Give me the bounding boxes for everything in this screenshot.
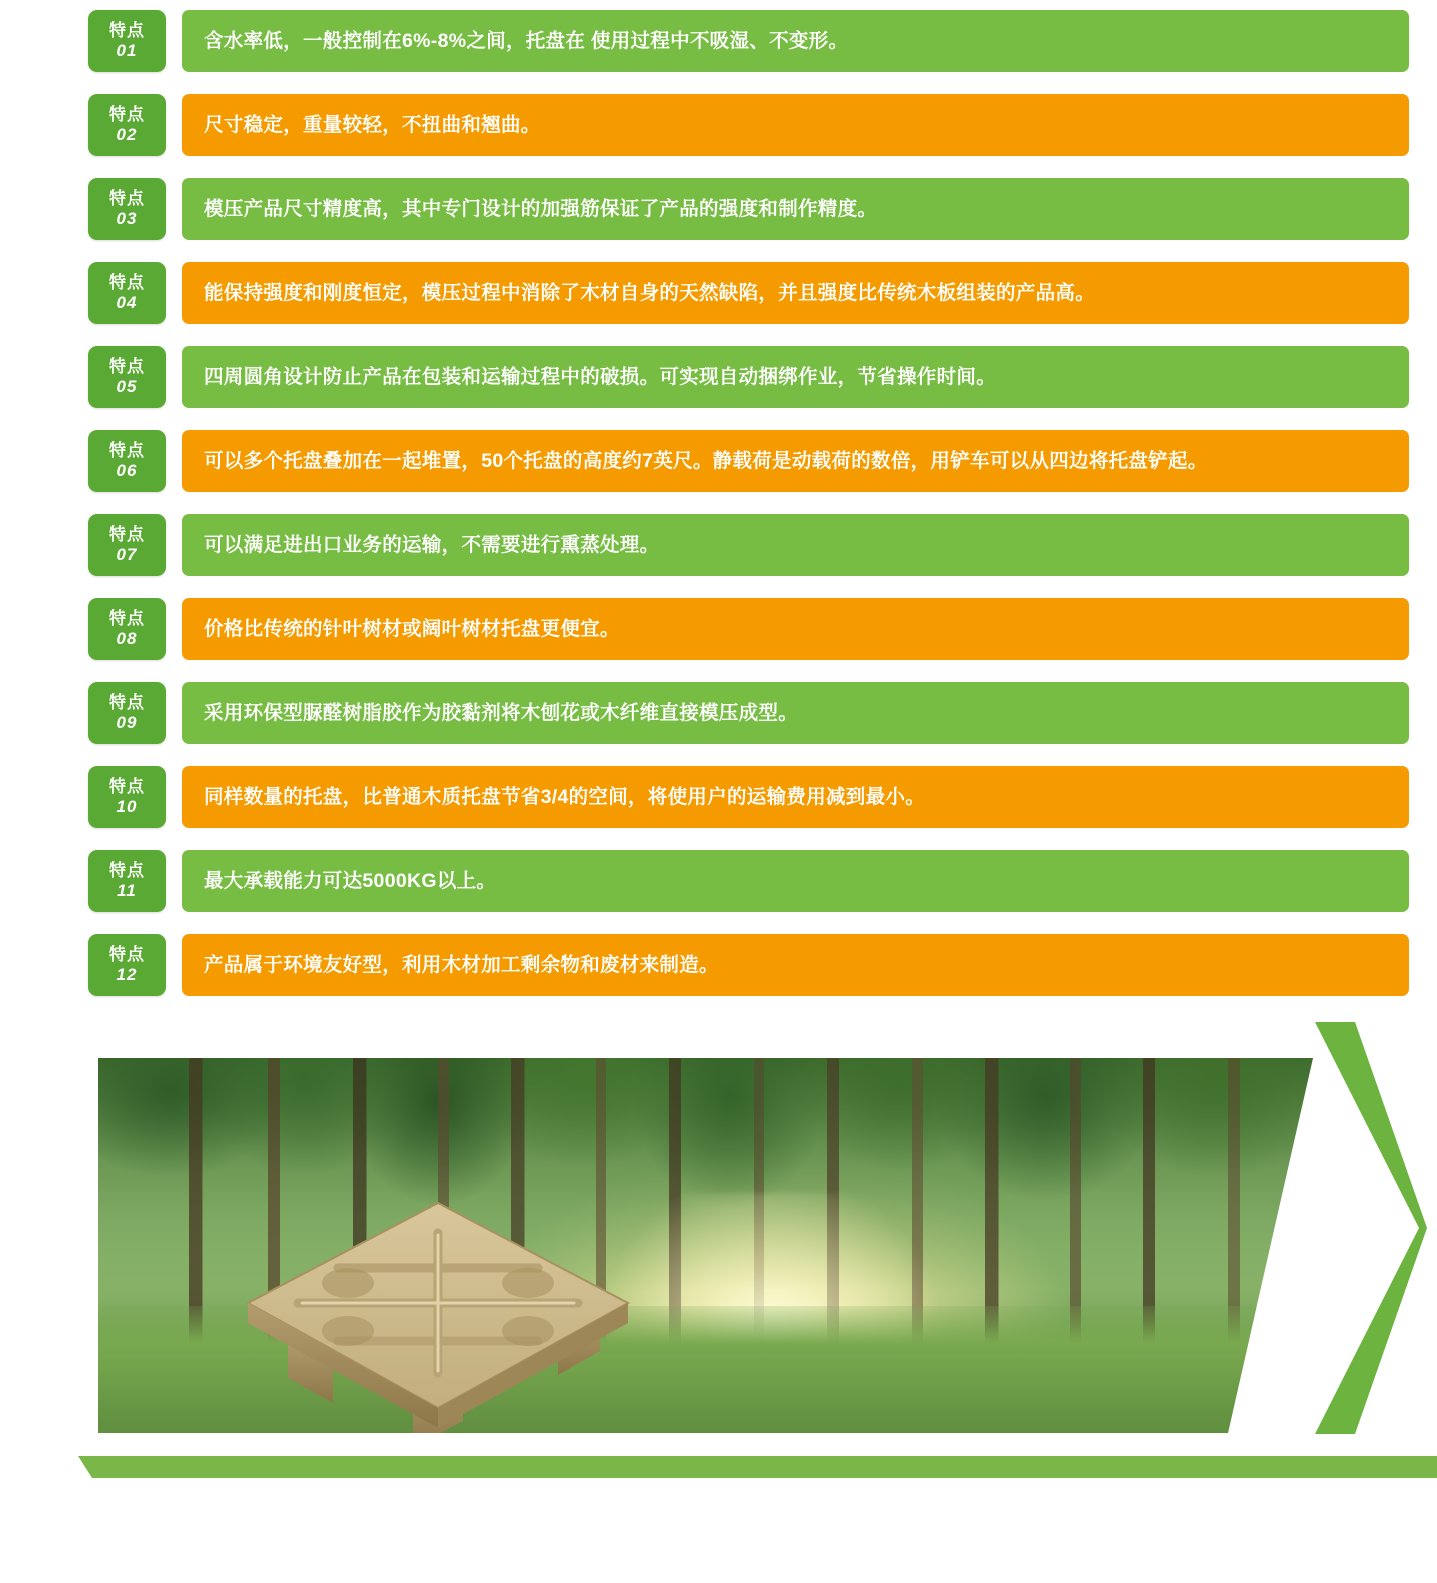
feature-text: 采用环保型脲醛树脂胶作为胶黏剂将木刨花或木纤维直接模压成型。 xyxy=(204,702,799,724)
feature-bar xyxy=(182,934,1409,996)
feature-text: 同样数量的托盘，比普通木质托盘节省3/4的空间，将使用户的运输费用减到最小。 xyxy=(204,786,926,808)
feature-badge-word: 特点 xyxy=(109,105,145,124)
feature-bar xyxy=(182,514,1409,576)
feature-row xyxy=(0,934,1437,996)
feature-badge-word: 特点 xyxy=(109,777,145,796)
feature-badge xyxy=(88,94,166,156)
feature-badge xyxy=(88,262,166,324)
feature-row xyxy=(0,514,1437,576)
feature-badge-word: 特点 xyxy=(109,441,145,460)
feature-text: 价格比传统的针叶树材或阔叶树材托盘更便宜。 xyxy=(204,618,620,640)
forest-photo xyxy=(98,1058,1313,1433)
feature-row xyxy=(0,346,1437,408)
feature-badge xyxy=(88,430,166,492)
feature-badge xyxy=(88,682,166,744)
feature-row xyxy=(0,178,1437,240)
feature-row xyxy=(0,262,1437,324)
feature-badge-number: 10 xyxy=(116,797,138,816)
feature-text: 尺寸稳定，重量较轻，不扭曲和翘曲。 xyxy=(204,114,541,136)
feature-badge-number: 07 xyxy=(116,545,138,564)
feature-badge-word: 特点 xyxy=(109,861,145,880)
feature-text: 四周圆角设计防止产品在包装和运输过程中的破损。可实现自动捆绑作业，节省操作时间。 xyxy=(204,366,997,388)
chevron-right-icon xyxy=(1309,1018,1429,1438)
feature-badge-word: 特点 xyxy=(109,357,145,376)
feature-badge xyxy=(88,934,166,996)
molded-pallet-image xyxy=(228,1163,648,1433)
feature-text: 产品属于环境友好型，利用木材加工剩余物和废材来制造。 xyxy=(204,954,719,976)
feature-badge-number: 03 xyxy=(116,209,138,228)
feature-row xyxy=(0,766,1437,828)
feature-text: 可以满足进出口业务的运输，不需要进行熏蒸处理。 xyxy=(204,534,660,556)
feature-text: 能保持强度和刚度恒定，模压过程中消除了木材自身的天然缺陷，并且强度比传统木板组装的产品高。 xyxy=(204,282,1096,304)
feature-badge-word: 特点 xyxy=(109,609,145,628)
feature-badge-word: 特点 xyxy=(109,273,145,292)
feature-bar xyxy=(182,94,1409,156)
feature-bar xyxy=(182,598,1409,660)
feature-bar xyxy=(182,10,1409,72)
feature-row xyxy=(0,430,1437,492)
feature-bar xyxy=(182,682,1409,744)
feature-badge xyxy=(88,850,166,912)
feature-badge-word: 特点 xyxy=(109,189,145,208)
bottom-illustration xyxy=(0,1018,1437,1478)
feature-bar xyxy=(182,346,1409,408)
feature-text: 可以多个托盘叠加在一起堆置，50个托盘的高度约7英尺。静载荷是动载荷的数倍，用铲车可以从四边将托盘铲起。 xyxy=(204,450,1208,472)
feature-badge-number: 09 xyxy=(116,713,138,732)
feature-badge-word: 特点 xyxy=(109,945,145,964)
feature-badge-number: 02 xyxy=(116,125,138,144)
feature-badge-number: 11 xyxy=(117,881,137,900)
feature-badge-number: 04 xyxy=(116,293,138,312)
feature-bar xyxy=(182,850,1409,912)
feature-badge xyxy=(88,10,166,72)
feature-text: 模压产品尺寸精度高，其中专门设计的加强筋保证了产品的强度和制作精度。 xyxy=(204,198,878,220)
feature-bar xyxy=(182,178,1409,240)
feature-badge-number: 06 xyxy=(116,461,138,480)
feature-badge-number: 08 xyxy=(116,629,138,648)
feature-badge-word: 特点 xyxy=(109,21,145,40)
feature-badge-word: 特点 xyxy=(109,525,145,544)
feature-text: 含水率低，一般控制在6%-8%之间，托盘在 使用过程中不吸湿、不变形。 xyxy=(204,30,849,52)
feature-badge-number: 05 xyxy=(116,377,138,396)
feature-badge-number: 12 xyxy=(116,965,138,984)
feature-bar xyxy=(182,430,1409,492)
feature-row xyxy=(0,94,1437,156)
feature-badge xyxy=(88,766,166,828)
feature-badge xyxy=(88,514,166,576)
feature-badge-number: 01 xyxy=(116,41,138,60)
feature-badge xyxy=(88,346,166,408)
bottom-accent-bar xyxy=(78,1456,1437,1478)
feature-row xyxy=(0,10,1437,72)
feature-badge xyxy=(88,178,166,240)
feature-bar xyxy=(182,262,1409,324)
feature-text: 最大承载能力可达5000KG以上。 xyxy=(204,870,497,892)
feature-row xyxy=(0,850,1437,912)
feature-row xyxy=(0,682,1437,744)
feature-bar xyxy=(182,766,1409,828)
feature-badge xyxy=(88,598,166,660)
feature-row xyxy=(0,598,1437,660)
feature-badge-word: 特点 xyxy=(109,693,145,712)
